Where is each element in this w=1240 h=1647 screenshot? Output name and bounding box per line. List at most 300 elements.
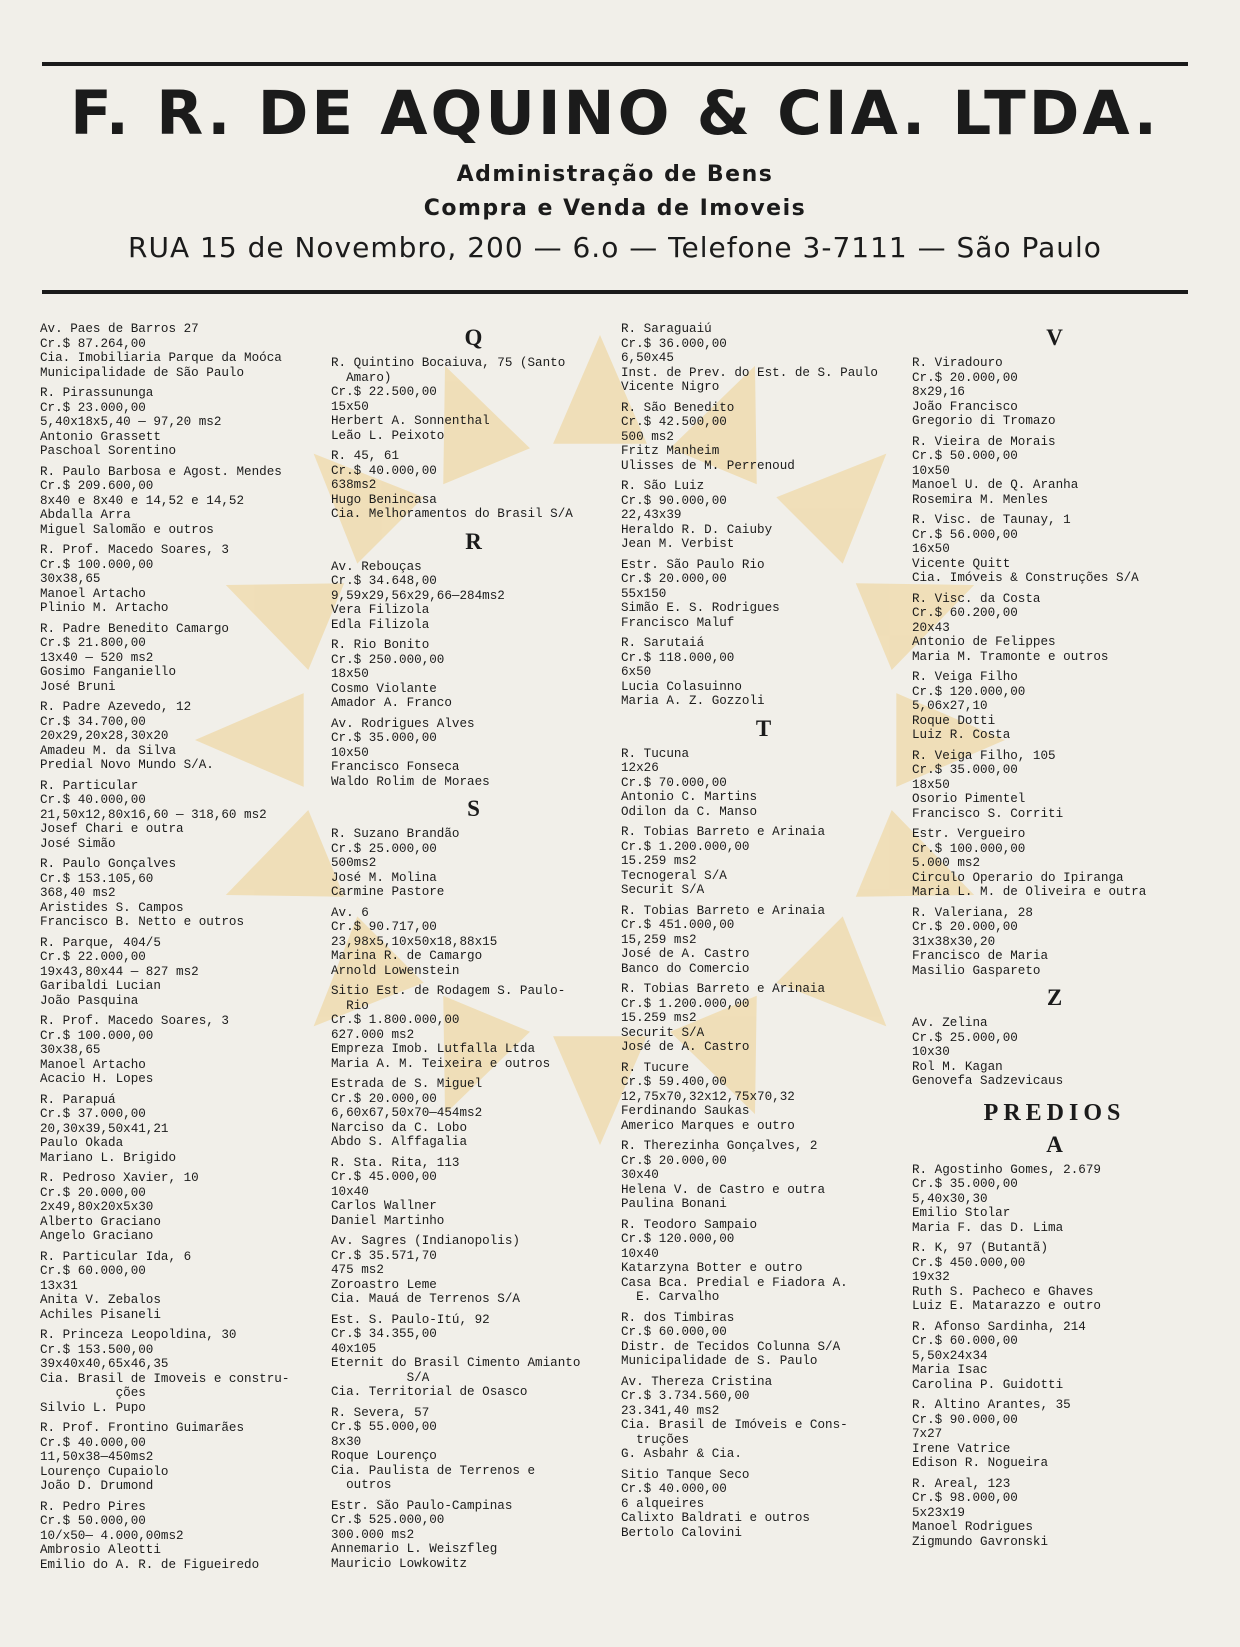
listing-line: Daniel Martinho <box>331 1213 445 1228</box>
listing-line: João Francisco <box>912 399 1018 414</box>
listing-line: Amaro) <box>331 370 392 385</box>
listing-line: 475 ms2 <box>331 1263 384 1277</box>
listing-line: Cia. Melhoramentos do Brasil S/A <box>331 507 573 521</box>
listing-line: Mauricio Lowkowitz <box>331 1556 468 1571</box>
listing-line: Garibaldi Lucian <box>40 979 161 993</box>
listing-line: Luiz E. Matarazzo e outro <box>912 1299 1101 1313</box>
listing-line: 368,40 ms2 <box>40 886 116 900</box>
listing-address: R. Particular <box>40 778 139 793</box>
listing-entry <box>40 779 325 852</box>
listing-line: Marina R. de Camargo <box>331 949 483 963</box>
listing-line: Cr.$ 451.000,00 <box>621 918 735 932</box>
listing-line: 8x40 e 8x40 e 14,52 e 14,52 <box>40 493 245 508</box>
listing-line: 627.000 ms2 <box>331 1027 415 1042</box>
listing-address: R. Parque, 404/5 <box>40 935 161 950</box>
listing-address: R. Tucure <box>621 1060 690 1075</box>
listing-line: 18x50 <box>331 667 369 681</box>
listing-line: 638ms2 <box>331 478 377 492</box>
listing-line: Cr.$ 87.264,00 <box>40 336 146 351</box>
listing-line: Lucia Colasuinno <box>621 679 742 694</box>
listing-line: Ambrosio Aleotti <box>40 1543 161 1557</box>
listing-line: Cr.$ 22.000,00 <box>40 950 146 964</box>
listing-line: Cr.$ 34.648,00 <box>331 574 437 588</box>
listing-line: Securit S/A <box>621 1025 705 1040</box>
listing-address: R. Veiga Filho <box>912 670 1018 684</box>
listing-line: Cr.$ 42.500,00 <box>621 415 727 429</box>
listing-line: 12,75x70,32x12,75x70,32 <box>621 1089 795 1104</box>
listing-entry <box>912 1398 1197 1471</box>
listing-line: Silvio L. Pupo <box>40 1400 146 1415</box>
listing-address: R. Tobias Barreto e Arinaia <box>621 903 826 918</box>
listing-line: Fritz Manheim <box>621 444 720 458</box>
listing-line: Manoel Artacho <box>40 1057 146 1072</box>
listing-line: Paschoal Sorentino <box>40 444 177 458</box>
listing-line: 31x38x30,20 <box>912 934 996 949</box>
listing-line: Cr.$ 56.000,00 <box>912 527 1018 542</box>
listing-line: Antonio C. Martins <box>621 790 758 804</box>
listing-address: R. Vieira de Morais <box>912 434 1056 449</box>
listing-entry <box>912 356 1197 429</box>
listing-line: Cr.$ 98.000,00 <box>912 1491 1018 1505</box>
listing-entry <box>331 827 616 900</box>
listing-line: Cr.$ 250.000,00 <box>331 652 445 667</box>
listing-line: Cr.$ 90.000,00 <box>621 493 727 508</box>
listing-line: Roque Lourenço <box>331 1449 437 1463</box>
listing-line: 8x30 <box>331 1434 362 1449</box>
listing-line: 39x40x40,65x46,35 <box>40 1357 169 1371</box>
listing-entry <box>331 1234 616 1307</box>
listing-line: Antonio Grassett <box>40 429 161 444</box>
listing-line: 19x32 <box>912 1270 950 1284</box>
listing-line: 30x38,65 <box>40 572 101 586</box>
listing-line: 10x50 <box>331 745 369 760</box>
listing-line: Cr.$ 20.000,00 <box>621 572 727 586</box>
listing-line: Manoel Rodrigues <box>912 1520 1033 1534</box>
listing-entry <box>912 1163 1197 1236</box>
listing-line: Cr.$ 100.000,00 <box>40 557 154 572</box>
listing-address: Estr. Vergueiro <box>912 827 1026 841</box>
listing-line: Cr.$ 50.000,00 <box>40 1514 146 1528</box>
listing-line: Cr.$ 20.000,00 <box>912 920 1018 934</box>
listing-line: 7x27 <box>912 1427 943 1441</box>
listing-line: Cr.$ 70.000,00 <box>621 775 727 790</box>
listing-line: Carolina P. Guidotti <box>912 1377 1064 1392</box>
listing-address: R. Padre Azevedo, 12 <box>40 700 192 714</box>
listing-line: Maria Isac <box>912 1363 988 1377</box>
listing-address: Sitio Est. de Rodagem S. Paulo- <box>331 984 566 998</box>
listing-entry <box>40 1014 325 1087</box>
listing-address: Av. Thereza Cristina <box>621 1374 773 1389</box>
listing-line: Municipalidade de São Paulo <box>40 365 245 380</box>
listing-column-4 <box>912 322 1197 1555</box>
listing-address: R. Quintino Bocaiuva, 75 (Santo <box>331 356 566 370</box>
listing-line: Leão L. Peixoto <box>331 428 445 443</box>
listing-address: Av. 6 <box>331 905 369 920</box>
listing-entry <box>912 435 1197 508</box>
listing-line: 5x23x19 <box>912 1505 965 1520</box>
listing-line: Gosimo Fanganiello <box>40 665 177 679</box>
listing-line: Predial Novo Mundo S/A. <box>40 758 214 772</box>
listing-line: Cr.$ 20.000,00 <box>621 1153 727 1168</box>
listing-line: 5,40x18x5,40 — 97,20 ms2 <box>40 415 222 429</box>
listing-line: Municipalidade de S. Paulo <box>621 1354 818 1368</box>
listing-entry <box>621 825 906 898</box>
listing-line: 15x50 <box>331 399 369 414</box>
listing-address: R. Severa, 57 <box>331 1405 430 1420</box>
listing-line: Cr.$ 60.000,00 <box>621 1325 727 1339</box>
listing-line: Cr.$ 90.000,00 <box>912 1412 1018 1427</box>
listing-entry <box>40 1500 325 1573</box>
listing-address: Sitio Tanque Seco <box>621 1467 750 1482</box>
listing-line: Vicente Nigro <box>621 380 720 394</box>
listing-line: Cr.$ 525.000,00 <box>331 1513 445 1527</box>
listing-entry <box>621 1061 906 1134</box>
listing-line: Cr.$ 1.200.000,00 <box>621 996 750 1011</box>
listing-line: Inst. de Prev. do Est. de S. Paulo <box>621 365 878 380</box>
listing-line: 40x105 <box>331 1341 377 1356</box>
listing-address: R. Princeza Leopoldina, 30 <box>40 1328 237 1342</box>
listing-line: Acacio H. Lopes <box>40 1072 154 1086</box>
listing-line: Casa Bca. Predial e Fiadora A. <box>621 1275 848 1290</box>
listing-line: Francisco Maluf <box>621 615 735 630</box>
listing-line: Lourenço Cupaiolo <box>40 1464 169 1479</box>
listing-address: R. Paulo Barbosa e Agost. Mendes <box>40 464 282 479</box>
listing-line: Ulisses de M. Perrenoud <box>621 458 795 473</box>
listing-line: 22,43x39 <box>621 508 682 522</box>
listing-line: 10x40 <box>331 1184 369 1199</box>
listing-line: Rol M. Kagan <box>912 1059 1003 1074</box>
listing-line: outros <box>331 1478 392 1492</box>
listing-address: R. Prof. Macedo Soares, 3 <box>40 1014 229 1028</box>
listing-entry <box>40 936 325 1009</box>
section-heading: Q <box>464 325 483 350</box>
listing-line: Mariano L. Brigido <box>40 1150 177 1165</box>
listing-line: Odilon da C. Manso <box>621 804 758 819</box>
listing-line: Amadeu M. da Silva <box>40 743 177 758</box>
listing-entry <box>331 906 616 979</box>
listing-address: Estr. São Paulo Rio <box>621 557 765 572</box>
listing-address: R. Sta. Rita, 113 <box>331 1155 460 1170</box>
listing-line: Francisco Fonseca <box>331 760 460 774</box>
listing-line: José M. Molina <box>331 870 437 885</box>
listing-address: R. Agostinho Gomes, 2.679 <box>912 1162 1101 1177</box>
listing-line: Cr.$ 20.000,00 <box>40 1185 146 1200</box>
listing-line: Gregorio di Tromazo <box>912 414 1056 428</box>
listing-line: Katarzyna Botter e outro <box>621 1261 803 1275</box>
listing-line: Cr.$ 100.000,00 <box>912 841 1026 856</box>
listing-entry <box>40 622 325 695</box>
listing-line: 6,60x67,50x70—454ms2 <box>331 1106 483 1120</box>
listing-address: R. Sarutaiá <box>621 636 705 650</box>
listing-entry <box>912 592 1197 665</box>
listing-address: Estrada de S. Miguel <box>331 1077 483 1091</box>
listing-address: Av. Rebouças <box>331 559 422 574</box>
listing-entry <box>331 1406 616 1493</box>
listing-entry <box>331 1156 616 1229</box>
listing-entry <box>621 1311 906 1369</box>
listing-line: 5.000 ms2 <box>912 856 981 870</box>
listing-line: S/A <box>331 1370 430 1385</box>
listing-line: Cia. Brasil de Imóveis e Cons- <box>621 1418 848 1432</box>
listing-line: Cia. Paulista de Terrenos e <box>331 1463 536 1478</box>
listing-line: Empreza Imob. Lutfalla Ltda <box>331 1042 536 1056</box>
listing-line: Cr.$ 34.355,00 <box>331 1327 437 1341</box>
listing-line: 10/x50— 4.000,00ms2 <box>40 1528 184 1543</box>
listing-address: R. Viradouro <box>912 356 1003 370</box>
listing-line: 11,50x38—450ms2 <box>40 1450 154 1464</box>
listing-address: R. Tobias Barreto e Arinaia <box>621 825 826 839</box>
listing-line: Antonio de Felippes <box>912 635 1056 649</box>
listing-line: 13x31 <box>40 1278 78 1293</box>
listing-line: Arnold Lowenstein <box>331 963 460 978</box>
listing-line: Paulina Bonani <box>621 1197 727 1211</box>
listing-entry <box>40 1421 325 1494</box>
listing-line: Cr.$ 25.000,00 <box>331 841 437 856</box>
listing-line: Cr.$ 21.800,00 <box>40 636 146 650</box>
listing-line: Emilio Stolar <box>912 1206 1011 1220</box>
listing-line: 6 alqueires <box>621 1496 705 1511</box>
listing-line: E. Carvalho <box>621 1290 720 1304</box>
listing-line: Alberto Graciano <box>40 1214 161 1229</box>
listing-address: R. São Luiz <box>621 479 705 493</box>
listing-address: R. Suzano Brandão <box>331 827 460 841</box>
listing-line: Annemario L. Weiszfleg <box>331 1542 498 1556</box>
listing-entry <box>331 984 616 1071</box>
listing-line: Securit S/A <box>621 883 705 897</box>
listing-line: Genovefa Sadzevicaus <box>912 1074 1064 1088</box>
listing-line: 30x38,65 <box>40 1043 101 1057</box>
listing-entry <box>40 465 325 538</box>
listing-address: R. dos Timbiras <box>621 1310 735 1325</box>
listing-entry <box>621 1375 906 1462</box>
listing-line: 6x50 <box>621 665 652 679</box>
listing-line: 9,59x29,56x29,66—284ms2 <box>331 588 505 603</box>
listing-line: 20x29,20x28,30x20 <box>40 729 169 743</box>
listing-line: Maria A. Z. Gozzoli <box>621 694 765 708</box>
listing-line: Francisco S. Corriti <box>912 806 1064 821</box>
listing-line: Cr.$ 45.000,00 <box>331 1170 437 1184</box>
listing-line: Banco do Comercio <box>621 961 750 976</box>
listing-entry <box>331 1077 616 1150</box>
listing-entry <box>912 1477 1197 1550</box>
listing-address: R. Parapuá <box>40 1092 116 1107</box>
listing-address: R. Padre Benedito Camargo <box>40 621 229 636</box>
listing-line: Cia. Imobiliaria Parque da Moóca <box>40 351 282 365</box>
listing-line: Rosemira M. Menles <box>912 492 1049 507</box>
listing-line: Cia. Brasil de Imoveis e constru- <box>40 1371 290 1386</box>
listing-line: Cr.$ 25.000,00 <box>912 1030 1018 1045</box>
listing-address: R. Therezinha Gonçalves, 2 <box>621 1139 818 1153</box>
listing-line: Cr.$ 209.600,00 <box>40 479 154 493</box>
company-name: F. R. DE AQUINO & CIA. LTDA. <box>70 78 1160 149</box>
listing-entry <box>912 1241 1197 1314</box>
listing-line: Vicente Quitt <box>912 556 1011 571</box>
listing-line: Hugo Benincasa <box>331 492 437 507</box>
listing-line: Eternit do Brasil Cimento Amianto <box>331 1356 581 1370</box>
listing-line: Herbert A. Sonnenthal <box>331 414 490 428</box>
listing-line: 18x50 <box>912 777 950 792</box>
listing-line: Anita V. Zebalos <box>40 1293 161 1307</box>
section-heading: PREDIOS <box>983 1099 1126 1126</box>
listing-line: Cr.$ 450.000,00 <box>912 1255 1026 1270</box>
listing-line: truções <box>621 1432 690 1447</box>
listing-line: Cr.$ 40.000,00 <box>331 463 437 478</box>
listing-line: Maria F. das D. Lima <box>912 1220 1064 1235</box>
listing-line: 23,98x5,10x50x18,88x15 <box>331 934 498 949</box>
listing-line: Manoel U. de Q. Aranha <box>912 478 1079 492</box>
listing-entry <box>912 906 1197 979</box>
section-heading: A <box>1046 1131 1063 1157</box>
listing-line: Cr.$ 20.000,00 <box>331 1091 437 1106</box>
listing-line: Paulo Okada <box>40 1136 124 1150</box>
listing-line: Cr.$ 40.000,00 <box>621 1482 727 1496</box>
listing-address: R. Prof. Macedo Soares, 3 <box>40 543 229 557</box>
listing-line: 16x50 <box>912 542 950 556</box>
listing-line: Cr.$ 20.000,00 <box>912 370 1018 385</box>
listing-line: Maria M. Tramonte e outros <box>912 649 1109 664</box>
listing-line: Cr.$ 153.105,60 <box>40 871 154 886</box>
listing-line: Maria L. M. de Oliveira e outra <box>912 885 1147 899</box>
listing-line: Cr.$ 100.000,00 <box>40 1028 154 1043</box>
listing-line: 19x43,80x44 — 827 ms2 <box>40 964 199 979</box>
listing-line: João D. Drumond <box>40 1479 154 1493</box>
listing-line: 500 ms2 <box>621 429 674 444</box>
listing-line: Heraldo R. D. Caiuby <box>621 522 773 537</box>
listing-line: Cr.$ 153.500,00 <box>40 1342 154 1357</box>
listing-line: Circulo Operario do Ipiranga <box>912 870 1124 885</box>
listing-line: Cia. Territorial de Osasco <box>331 1385 528 1399</box>
listing-address: R. Tucuna <box>621 746 690 761</box>
listing-line: Cr.$ 55.000,00 <box>331 1420 437 1434</box>
subtitle-administration: Administração de Bens <box>456 162 774 187</box>
listing-line: Manoel Artacho <box>40 586 146 601</box>
listing-line: Plinio M. Artacho <box>40 601 169 615</box>
listing-entry <box>40 322 325 380</box>
listing-entry <box>912 1320 1197 1393</box>
listing-address: R. 45, 61 <box>331 449 400 463</box>
bottom-rule <box>42 290 1188 294</box>
listing-address: R. Pedro Pires <box>40 1499 146 1514</box>
listing-line: 20x43 <box>912 620 950 635</box>
listing-line: Roque Dotti <box>912 713 996 728</box>
address-line: RUA 15 de Novembro, 200 — 6.o — Telefone 3-7111 — São Paulo <box>128 231 1102 264</box>
listing-line: Abdo S. Alffagalia <box>331 1135 468 1149</box>
listing-address: R. Saraguaiú <box>621 322 712 336</box>
listing-line: Vera Filizola <box>331 603 430 617</box>
listing-address: R. Valeriana, 28 <box>912 905 1033 920</box>
listing-line: Cr.$ 40.000,00 <box>40 1435 146 1450</box>
listing-line: 5,50x24x34 <box>912 1348 988 1363</box>
listing-line: 15.259 ms2 <box>621 1011 697 1025</box>
listing-line: 2x49,80x20x5x30 <box>40 1200 154 1214</box>
listing-line: Cr.$ 34.700,00 <box>40 714 146 729</box>
listing-line: Americo Marques e outro <box>621 1118 795 1133</box>
listing-entry <box>40 857 325 930</box>
listing-line: 10x50 <box>912 463 950 478</box>
listing-line: Waldo Rolim de Moraes <box>331 774 490 789</box>
listing-entry <box>40 1328 325 1415</box>
listing-line: João Pasquina <box>40 993 139 1008</box>
listing-column-2 <box>331 322 616 1577</box>
listing-line: Zigmundo Gavronski <box>912 1534 1049 1549</box>
listing-line: 13x40 — 520 ms2 <box>40 650 154 665</box>
listing-line: ções <box>40 1386 146 1400</box>
listing-address: Av. Rodrigues Alves <box>331 716 475 731</box>
listing-line: Cr.$ 3.734.560,00 <box>621 1389 750 1403</box>
listing-entry <box>331 356 616 443</box>
listing-line: Carmine Pastore <box>331 885 445 899</box>
listing-address: Av. Paes de Barros 27 <box>40 322 199 336</box>
listing-line: 15,259 ms2 <box>621 932 697 947</box>
listing-line: Cr.$ 60.200,00 <box>912 606 1018 620</box>
listing-line: Cr.$ 36.000,00 <box>621 336 727 351</box>
listing-line: Maria A. M. Teixeira e outros <box>331 1056 551 1071</box>
listing-line: Carlos Wallner <box>331 1199 437 1213</box>
listing-address: Av. Zelina <box>912 1016 988 1030</box>
listing-line: Cr.$ 1.200.000,00 <box>621 839 750 854</box>
listing-entry <box>621 1218 906 1305</box>
listing-address: Estr. São Paulo-Campinas <box>331 1498 513 1513</box>
listing-line: Ruth S. Pacheco e Ghaves <box>912 1284 1094 1299</box>
listing-line: 10x30 <box>912 1045 950 1059</box>
listing-entry <box>621 558 906 631</box>
listing-line: Zoroastro Leme <box>331 1277 437 1292</box>
listing-line: Cr.$ 1.800.000,00 <box>331 1013 460 1027</box>
listing-line: Narciso da C. Lobo <box>331 1120 468 1135</box>
listing-address: R. Pirassununga <box>40 386 154 400</box>
listing-address: R. Particular Ida, 6 <box>40 1249 192 1264</box>
listing-entry <box>40 700 325 773</box>
section-heading: V <box>1046 325 1063 350</box>
listing-entry <box>621 747 906 820</box>
listing-line: Francisco de Maria <box>912 949 1049 963</box>
listing-entry <box>621 982 906 1055</box>
listing-line: Cr.$ 37.000,00 <box>40 1107 146 1121</box>
listing-address: Est. S. Paulo-Itú, 92 <box>331 1312 490 1327</box>
listing-line: Cr.$ 120.000,00 <box>912 684 1026 699</box>
listing-entry <box>40 1093 325 1166</box>
listing-line: Achiles Pisaneli <box>40 1307 161 1322</box>
listing-address: R. Areal, 123 <box>912 1476 1011 1491</box>
listing-line: Angelo Graciano <box>40 1229 154 1243</box>
listing-address: R. Prof. Frontino Guimarães <box>40 1421 245 1435</box>
subtitle-sales: Compra e Venda de Imoveis <box>423 196 807 221</box>
listing-line: Cr.$ 22.500,00 <box>331 385 437 399</box>
listing-address: R. Altino Arantes, 35 <box>912 1398 1071 1412</box>
listing-line: Calixto Baldrati e outros <box>621 1511 810 1525</box>
listing-entry <box>40 386 325 459</box>
listing-line: Aristides S. Campos <box>40 900 184 915</box>
listing-line: Osorio Pimentel <box>912 792 1026 806</box>
listing-line: Cia. Mauá de Terrenos S/A <box>331 1292 520 1306</box>
listing-line: Irene Vatrice <box>912 1441 1011 1456</box>
listing-line: 21,50x12,80x16,60 — 318,60 ms2 <box>40 807 267 822</box>
listing-column-1 <box>40 322 325 1578</box>
listing-line: Josef Chari e outra <box>40 822 184 836</box>
listing-line: 15.259 ms2 <box>621 854 697 868</box>
section-heading: T <box>755 715 772 741</box>
listing-address: R. Rio Bonito <box>331 638 430 652</box>
listing-line: Cr.$ 120.000,00 <box>621 1232 735 1246</box>
listing-entry <box>621 401 906 474</box>
listing-line: Cia. Imóveis & Construções S/A <box>912 571 1139 585</box>
listing-line: Cr.$ 35.571,70 <box>331 1248 437 1263</box>
listing-entry <box>331 1313 616 1400</box>
section-heading: S <box>467 796 480 821</box>
listing-line: Helena V. de Castro e outra <box>621 1182 826 1197</box>
listing-line: 10x40 <box>621 1246 659 1261</box>
listing-address: R. Visc. da Costa <box>912 591 1041 606</box>
